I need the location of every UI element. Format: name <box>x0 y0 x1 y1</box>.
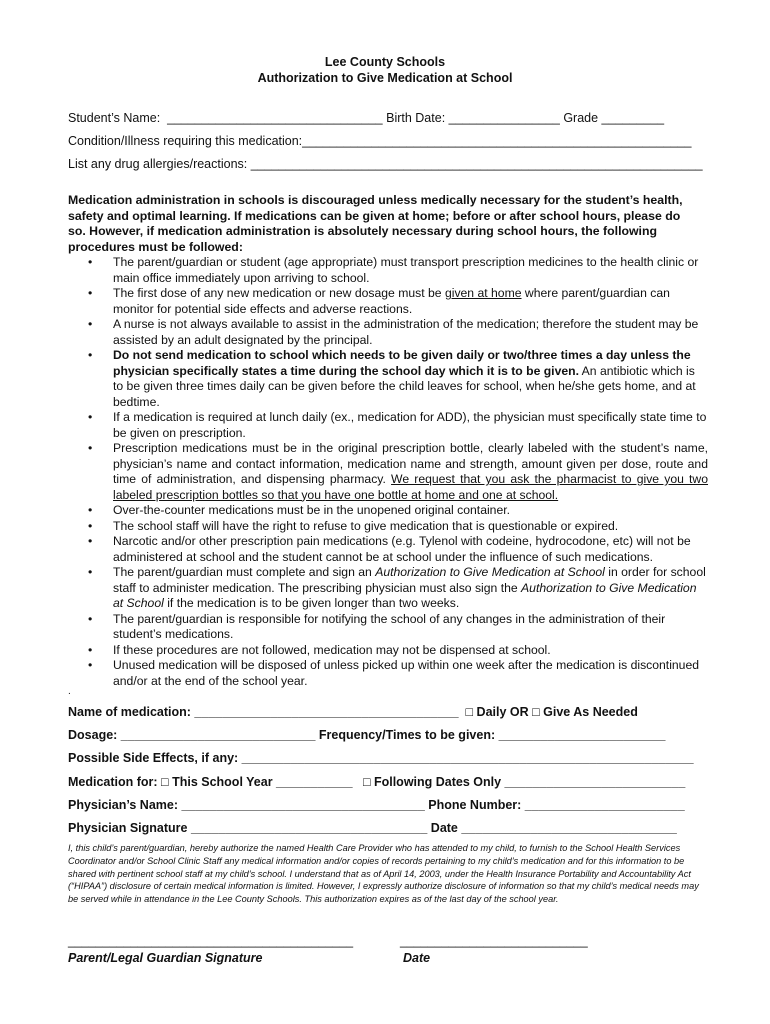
list-item: • A nurse is not always available to assist in the administration of the medication; therefore the student may be assisted by an adult designated by the principal. <box>88 317 699 347</box>
side-effects-field[interactable]: Possible Side Effects, if any: _________________________________________________________________ <box>68 751 694 765</box>
bullet-icon: • <box>88 565 93 579</box>
list-item: • If a medication is required at lunch daily (ex., medication for ADD), the physician must specifically state time to be given on prescription. <box>88 410 707 440</box>
list-item: • The school staff will have the right to refuse to give medication that is questionable or expired. <box>88 518 619 533</box>
list-item: • Narcotic and/or other prescription pain medications (e.g. Tylenol with codeine, hydrocodone, etc) will not be administered at school and the student cannot be at school under the influence of such medications. <box>88 534 691 564</box>
physician-signature-field[interactable]: Physician Signature __________________________________ Date _______________________________ <box>68 821 677 835</box>
parent-signature-label: Parent/Legal Guardian Signature <box>68 951 263 965</box>
student-name-line[interactable]: Student’s Name: _______________________________ Birth Date: ________________ Grade _________ <box>68 111 665 125</box>
list-item: • The parent/guardian must complete and sign an Authorization to Give Medication at School in order for school staff to administer medication. The prescribing physician must also sign the Authorization to Give Medication at School if the medication is to be given longer than two weeks. <box>88 565 706 610</box>
policy-notice: Medication administration in schools is discouraged unless medically necessary for the student’s health, safety and optimal learning. If medications can be given at home; before or after school hours, please do so. However, if medication administration is absolutely necessary during school hours, the following procedures must be followed: <box>68 193 683 254</box>
bullet-icon: • <box>88 410 93 424</box>
form-subtitle: Authorization to Give Medication at School <box>257 71 513 85</box>
date-signature-line[interactable]: ___________________________ <box>400 934 588 948</box>
physician-name-field[interactable]: Physician’s Name: ___________________________________ Phone Number: _______________________ <box>68 798 685 812</box>
allergies-line[interactable]: List any drug allergies/reactions: _________________________________________________________________ <box>68 157 703 171</box>
list-item: • If these procedures are not followed, medication may not be dispensed at school. <box>88 642 551 657</box>
dosage-field[interactable]: Dosage: ____________________________ Frequency/Times to be given: ________________________ <box>68 728 666 742</box>
bullet-icon: • <box>88 642 93 657</box>
procedure-list <box>68 255 708 689</box>
bullet-icon: • <box>88 255 93 269</box>
list-item: • Prescription medications must be in the original prescription bottle, clearly labeled with the student’s name, physician’s name and contact information, medication name and strength, amount given per dose, route and time of administration, and dispensing pharmacy. We request that you ask the pharmacist to give you two labeled prescription bottles so that you have one bottle at home and one at school. <box>88 441 709 502</box>
list-item: • The parent/guardian or student (age appropriate) must transport prescription medicines to the health clinic or main office immediately upon arriving to school. <box>88 255 699 285</box>
list-item: • Over-the-counter medications must be in the unopened original container. <box>88 503 511 517</box>
list-item: • The parent/guardian is responsible for notifying the school of any changes in the administration of their student’s medications. <box>88 611 666 641</box>
authorization-statement: I, this child’s parent/guardian, hereby authorize the named Health Care Provider who has attended to my child, to furnish to the School Health Services Coordinator and/or School Clinic Staff any medical information and/or copies of records pertaining to my child’s medication and for this information to be shared with pertinent school staff at my child’s school. I understand that as of April 14, 2003, under the Health Insurance Portability and Accountability Act (“HIPAA”) disclosure of certain medical information is limited. However, I expressly authorize disclosure of information so that my child’s medical needs may be served while in attendance in the Lee County Schools. This authorization expires as of the last day of the school year. <box>68 843 699 905</box>
bullet-icon: • <box>88 503 93 517</box>
bullet-icon: • <box>88 518 93 533</box>
date-label: Date <box>403 951 431 965</box>
bullet-icon: • <box>88 441 93 455</box>
list-item: • Do not send medication to school which needs to be given daily or two/three times a day unless the physician specifically states a time during the school day which it is to be given. An antibiotic which is to be given three times daily can be given before the child leaves for school, when he/she gets home, and at bedtime. <box>88 348 696 409</box>
form-title: Lee County Schools <box>324 55 446 69</box>
bullet-icon: • <box>88 611 93 626</box>
bullet-icon: • <box>88 658 93 672</box>
medication-name-field[interactable]: Name of medication: ______________________________________ □ Daily OR □ Give As Needed <box>68 705 638 719</box>
bullet-icon: • <box>88 317 93 331</box>
parent-signature-line[interactable]: _________________________________________ <box>68 934 354 948</box>
bullet-icon: • <box>88 348 93 362</box>
list-item: • Unused medication will be disposed of unless picked up within one week after the medication is discontinued and/or at the end of the school year. <box>88 658 700 688</box>
bullet-icon: • <box>88 286 93 300</box>
condition-line[interactable]: Condition/Illness requiring this medication:________________________________________________________ <box>68 134 692 148</box>
medication-period-field[interactable]: Medication for: □ This School Year ___________ □ Following Dates Only __________________________ <box>68 775 686 789</box>
bullet-icon: • <box>88 534 93 548</box>
stray-period: . <box>68 686 71 697</box>
list-item: • The first dose of any new medication or new dosage must be given at home where parent/guardian can monitor for potential side effects and adverse reactions. <box>88 286 670 316</box>
